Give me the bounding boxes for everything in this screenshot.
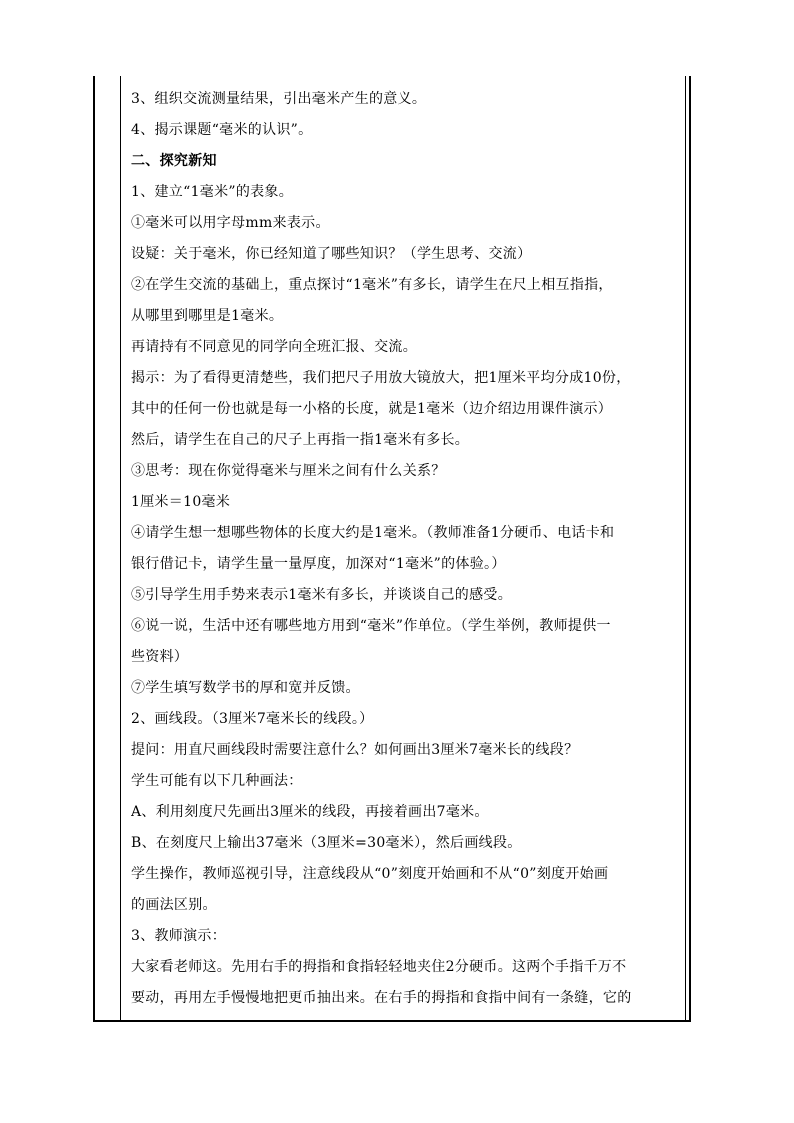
text-line: 学生操作，教师巡视引导，注意线段从“0”刻度开始画和不从“0”刻度开始画 — [131, 866, 609, 882]
text-line: ①毫米可以用字母mm来表示。 — [131, 215, 330, 231]
section-heading: 二、探究新知 — [131, 153, 217, 169]
text-line: 学生可能有以下几种画法： — [131, 773, 303, 789]
text-line: 些资料） — [131, 649, 189, 665]
text-line: 的画法区别。 — [131, 897, 217, 913]
text-line: 4、揭示课题“毫米的认识”。 — [131, 122, 313, 138]
text-line: 其中的任何一份也就是每一小格的长度，就是1毫米（边介绍边用课件演示） — [131, 401, 613, 417]
text-line: ④请学生想一想哪些物体的长度大约是1毫米。（教师准备1分硬币、电话卡和 — [131, 525, 615, 541]
text-line: B、在刻度尺上输出37毫米（3厘米=30毫米），然后画线段。 — [131, 835, 522, 851]
text-line: 1、建立“1毫米”的表象。 — [131, 184, 294, 200]
text-line: ③思考：现在你觉得毫米与厘米之间有什么关系？ — [131, 463, 446, 479]
text-line: ⑦学生填写数学书的厚和宽并反馈。 — [131, 680, 360, 696]
text-line: 大家看老师这。先用右手的拇指和食指轻轻地夹住2分硬币。这两个手指千万不 — [131, 959, 627, 975]
text-line: 要动，再用左手慢慢地把更币抽出来。在右手的拇指和食指中间有一条缝，它的 — [131, 990, 632, 1006]
text-line: 3、教师演示： — [131, 928, 227, 944]
text-line: 银行借记卡，请学生量一量厚度，加深对“1毫米”的体验。） — [131, 556, 506, 572]
table-inner-left-rule — [120, 76, 121, 1022]
text-line: ②在学生交流的基础上，重点探讨“1毫米”有多长，请学生在尺上相互指指， — [131, 277, 613, 293]
text-line: 1厘米＝10毫米 — [131, 494, 231, 510]
text-line: 从哪里到哪里是1毫米。 — [131, 308, 284, 324]
table-inner-right-rule — [685, 76, 686, 1022]
text-line: 然后，请学生在自己的尺子上再指一指1毫米有多长。 — [131, 432, 470, 448]
text-line: 设疑：关于毫米，你已经知道了哪些知识？（学生思考、交流） — [131, 246, 532, 262]
text-line: ⑥说一说，生活中还有哪些地方用到“毫米”作单位。（学生举例，教师提供一 — [131, 618, 611, 634]
lesson-plan-content — [131, 84, 685, 1014]
text-line: 3、组织交流测量结果，引出毫米产生的意义。 — [131, 91, 427, 107]
text-line: A、利用刻度尺先画出3厘米的线段，再接着画出7毫米。 — [131, 804, 489, 820]
text-line: 2、画线段。（3厘米7毫米长的线段。） — [131, 711, 374, 727]
text-line: 再请持有不同意见的同学向全班汇报、交流。 — [131, 339, 417, 355]
text-line: 提问：用直尺画线段时需要注意什么？如何画出3厘米7毫米长的线段？ — [131, 742, 579, 758]
text-line: 揭示：为了看得更清楚些，我们把尺子用放大镜放大，把1厘米平均分成10份， — [131, 370, 631, 386]
text-line: ⑤引导学生用手势来表示1毫米有多长，并谈谈自己的感受。 — [131, 587, 513, 603]
